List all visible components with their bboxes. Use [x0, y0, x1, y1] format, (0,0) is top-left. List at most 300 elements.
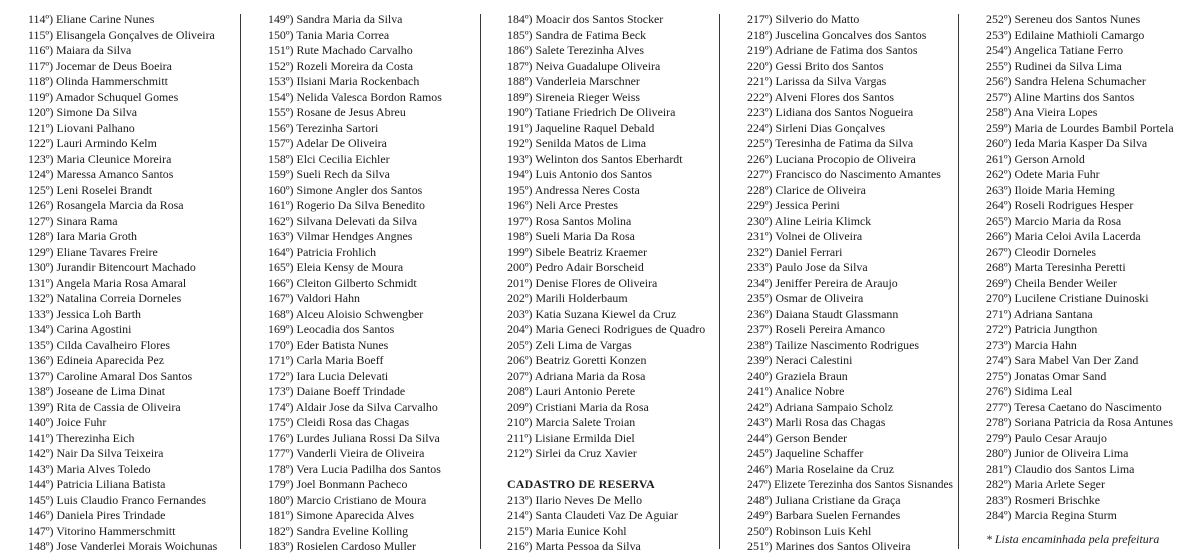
list-item-text: 230º) Aline Leiria Klimck: [747, 213, 872, 228]
list-item-text: 189º) Sireneia Rieger Weiss: [507, 89, 640, 104]
list-item: [268, 198, 476, 214]
list-item: [268, 384, 476, 400]
list-item: [986, 338, 1191, 354]
list-item: [986, 136, 1191, 152]
list-item-text: 190º) Tatiane Friedrich De Oliveira: [507, 105, 676, 119]
list-item-text: 241º) Analice Nobre: [747, 384, 845, 398]
list-item: [507, 105, 715, 121]
list-item: [747, 446, 955, 462]
list-item-text: 178º) Vera Lucia Padilha dos Santos: [268, 461, 441, 476]
list-item: [28, 260, 236, 276]
list-item-text: 233º) Paulo Jose da Silva: [747, 260, 868, 274]
list-item: [507, 152, 715, 168]
list-item-text: 213º) Ilario Neves De Mello: [507, 492, 643, 507]
list-item-text: 156º) Terezinha Sartori: [268, 120, 379, 135]
list-item-text: 123º) Maria Cleunice Moreira: [28, 151, 172, 166]
list-item: [986, 198, 1191, 214]
list-item-text: 259º) Maria de Lourdes Bambil Portela: [986, 120, 1174, 135]
list-item-text: 206º) Beatriz Goretti Konzen: [507, 353, 647, 367]
list-item-text: 168º) Alceu Aloisio Schwengber: [268, 306, 424, 321]
list-item-text: 149º) Sandra Maria da Silva: [268, 12, 403, 26]
list-item: [507, 90, 715, 106]
list-item: [28, 384, 236, 400]
list-item-text: 197º) Rosa Santos Molina: [507, 213, 632, 228]
list-item: [28, 415, 236, 431]
list-item-text: 221º) Larissa da Silva Vargas: [747, 74, 887, 88]
list-item: [507, 338, 715, 354]
list-item-text: 114º) Eliane Carine Nunes: [28, 12, 155, 26]
list-item-text: 274º) Sara Mabel Van Der Zand: [986, 353, 1139, 367]
list-item-text: 133º) Jessica Loh Barth: [28, 306, 141, 321]
list-item-text: 276º) Sidima Leal: [986, 384, 1073, 398]
list-item: [986, 446, 1191, 462]
list-item: [268, 493, 476, 509]
list-item: [747, 43, 955, 59]
list-item: [268, 539, 476, 555]
list-item: [507, 493, 715, 509]
list-item: [986, 384, 1191, 400]
list-item: [28, 400, 236, 416]
list-item-text: 237º) Roseli Pereira Amanco: [747, 322, 886, 336]
list-item-text: 202º) Marili Holderbaum: [507, 291, 628, 305]
list-item-text: 201º) Denise Flores de Oliveira: [507, 275, 658, 290]
list-item: [28, 508, 236, 524]
list-item: [507, 276, 715, 292]
list-item: [986, 415, 1191, 431]
list-item: [28, 431, 236, 447]
list-column-2: [268, 12, 476, 555]
list-item: [747, 105, 955, 121]
list-item-text: 166º) Cleiton Gilberto Schmidt: [268, 275, 417, 290]
list-item: [747, 369, 955, 385]
list-item-text: 142º) Nair Da Silva Teixeira: [28, 446, 164, 460]
list-item: [28, 446, 236, 462]
footnote: * Lista encaminhada pela prefeitura: [986, 531, 1160, 546]
list-item: [268, 121, 476, 137]
list-item-text: 130º) Jurandir Bitencourt Machado: [28, 260, 196, 274]
list-item: [507, 198, 715, 214]
list-item: [507, 136, 715, 152]
list-item: [507, 291, 715, 307]
list-item: [28, 59, 236, 75]
list-item: [747, 245, 955, 261]
list-item-text: 137º) Caroline Amaral Dos Santos: [28, 368, 193, 383]
list-item: [507, 260, 715, 276]
list-item: [747, 291, 955, 307]
list-item: [747, 12, 955, 28]
list-item-text: 257º) Aline Martins dos Santos: [986, 89, 1135, 104]
list-item-text: 196º) Neli Arce Prestes: [507, 198, 619, 212]
list-item-text: 148º) Jose Vanderlei Morais Woichunas: [28, 539, 218, 553]
list-item-text: 150º) Tania Maria Correa: [268, 27, 390, 42]
list-item: [28, 43, 236, 59]
list-item-text: 246º) Maria Roselaine da Cruz: [747, 461, 894, 476]
list-item: [28, 152, 236, 168]
list-item: [28, 524, 236, 540]
list-item: [986, 152, 1191, 168]
list-item-text: 210º) Marcia Salete Troian: [507, 415, 636, 429]
list-item-text: 140º) Joice Fuhr: [28, 415, 107, 429]
list-item: [986, 322, 1191, 338]
list-item: [28, 338, 236, 354]
list-item: [747, 353, 955, 369]
list-item: [507, 400, 715, 416]
list-item-text: 194º) Luis Antonio dos Santos: [507, 167, 653, 181]
list-item: [268, 229, 476, 245]
list-item: [507, 384, 715, 400]
list-item: [507, 245, 715, 261]
column-divider: [719, 14, 720, 549]
list-item: [28, 28, 236, 44]
list-item: [986, 291, 1191, 307]
list-item-text: 141º) Therezinha Eich: [28, 430, 135, 445]
list-item-text: 163º) Vilmar Hendges Angnes: [268, 229, 413, 243]
list-item-text: 181º) Simone Aparecida Alves: [268, 508, 415, 522]
list-item: [986, 214, 1191, 230]
list-item-text: 119º) Amador Schuquel Gomes: [28, 89, 179, 104]
list-item: [28, 121, 236, 137]
list-item: [28, 90, 236, 106]
list-item-text: 265º) Marcio Maria da Rosa: [986, 213, 1122, 228]
list-item-text: 251º) Marines dos Santos Oliveira: [747, 539, 911, 553]
list-item-text: 177º) Vanderli Vieira de Oliveira: [268, 446, 425, 460]
list-item-text: 218º) Juscelina Goncalves dos Santos: [747, 27, 927, 42]
list-item-text: 256º) Sandra Helena Schumacher: [986, 74, 1146, 88]
list-item-text: 175º) Cleidi Rosa das Chagas: [268, 415, 410, 429]
list-item: [507, 214, 715, 230]
list-item-text: 217º) Silverio do Matto: [747, 12, 860, 26]
list-item-text: 245º) Jaqueline Schaffer: [747, 446, 864, 460]
list-item: [507, 183, 715, 199]
list-item-text: 225º) Teresinha de Fatima da Silva: [747, 136, 914, 150]
spacer: [507, 462, 715, 478]
list-item: [986, 183, 1191, 199]
list-item-text: 193º) Welinton dos Santos Eberhardt: [507, 151, 683, 166]
list-item: [747, 493, 955, 509]
list-item-text: 231º) Volnei de Oliveira: [747, 229, 863, 243]
list-item: [747, 539, 955, 555]
list-item: [747, 198, 955, 214]
list-item: [986, 12, 1191, 28]
list-item: [747, 322, 955, 338]
list-item-text: 117º) Jocemar de Deus Boeira: [28, 58, 172, 73]
list-item-text: 234º) Jeniffer Pereira de Araujo: [747, 275, 898, 290]
list-item: [747, 508, 955, 524]
list-item-text: 118º) Olinda Hammerschmitt: [28, 74, 168, 88]
list-item: [986, 477, 1191, 493]
list-item: [28, 74, 236, 90]
list-item: [268, 369, 476, 385]
list-item-text: 139º) Rita de Cassia de Oliveira: [28, 399, 181, 414]
list-item-text: 132º) Natalina Correia Dorneles: [28, 291, 182, 305]
list-item: [268, 59, 476, 75]
list-item-text: 185º) Sandra de Fatima Beck: [507, 27, 647, 42]
list-item-text: 247º) Elizete Terezinha dos Santos Sisnandes: [747, 477, 953, 491]
list-item-text: 253º) Edilaine Mathioli Camargo: [986, 27, 1145, 42]
list-item-text: 283º) Rosmeri Brischke: [986, 492, 1100, 507]
list-item: [28, 477, 236, 493]
list-item-text: 228º) Clarice de Oliveira: [747, 182, 866, 197]
list-item-text: 232º) Daniel Ferrari: [747, 244, 843, 259]
list-item-text: 172º) Iara Lucia Delevati: [268, 368, 389, 383]
list-item-text: 199º) Sibele Beatriz Kraemer: [507, 244, 648, 259]
list-item-text: 159º) Sueli Rech da Silva: [268, 167, 390, 181]
list-item: [747, 90, 955, 106]
list-item-text: 236º) Daiana Staudt Glassmann: [747, 306, 899, 321]
list-item-text: 191º) Jaqueline Raquel Debald: [507, 120, 655, 135]
list-item-text: 273º) Marcia Hahn: [986, 337, 1077, 352]
list-column-5: [986, 12, 1191, 547]
list-item-text: 226º) Luciana Procopio de Oliveira: [747, 151, 916, 166]
list-item: [747, 524, 955, 540]
list-item: [747, 183, 955, 199]
list-item-text: 254º) Angelica Tatiane Ferro: [986, 43, 1124, 57]
list-item: [268, 338, 476, 354]
list-item: [268, 167, 476, 183]
list-item-text: 280º) Junior de Oliveira Lima: [986, 446, 1129, 460]
list-item: [268, 276, 476, 292]
list-item: [268, 152, 476, 168]
column-divider: [240, 14, 241, 549]
list-item: [507, 539, 715, 555]
list-item-text: 215º) Maria Eunice Kohl: [507, 523, 627, 538]
list-item: [268, 214, 476, 230]
list-item-text: 121º) Liovani Palhano: [28, 120, 135, 135]
list-item-text: 266º) Maria Celoi Avila Lacerda: [986, 229, 1141, 243]
list-item: [986, 245, 1191, 261]
list-item: [747, 152, 955, 168]
list-item: [986, 167, 1191, 183]
list-item: [986, 28, 1191, 44]
list-item-text: 182º) Sandra Eveline Kolling: [268, 523, 409, 538]
list-item-text: 220º) Gessi Brito dos Santos: [747, 58, 884, 73]
list-item: [747, 214, 955, 230]
list-column-3-main: [507, 12, 715, 462]
list-item-text: 207º) Adriana Maria da Rosa: [507, 368, 646, 383]
list-item: [28, 307, 236, 323]
list-item-text: 138º) Joseane de Lima Dinat: [28, 384, 166, 398]
list-item: [268, 183, 476, 199]
list-item-text: 227º) Francisco do Nascimento Amantes: [747, 167, 941, 181]
list-item: [747, 59, 955, 75]
list-item: [507, 167, 715, 183]
list-item: [986, 105, 1191, 121]
list-item: [986, 353, 1191, 369]
list-item-text: 204º) Maria Geneci Rodrigues de Quadro: [507, 322, 706, 336]
list-item: [507, 508, 715, 524]
list-item-text: 224º) Sirleni Dias Gonçalves: [747, 120, 886, 135]
list-item: [28, 539, 236, 555]
list-item: [986, 260, 1191, 276]
list-item: [507, 446, 715, 462]
list-item-text: 284º) Marcia Regina Sturm: [986, 508, 1117, 522]
list-item-text: 167º) Valdori Hahn: [268, 291, 360, 305]
list-item: [747, 477, 955, 493]
list-item-text: 209º) Cristiani Maria da Rosa: [507, 399, 649, 414]
list-item: [507, 43, 715, 59]
list-item-text: 147º) Vitorino Hammerschmitt: [28, 523, 176, 538]
list-item: [747, 462, 955, 478]
list-item-text: 250º) Robinson Luis Kehl: [747, 523, 872, 538]
list-item-text: 157º) Adelar De Oliveira: [268, 136, 387, 150]
list-item-text: 192º) Senilda Matos de Lima: [507, 136, 647, 150]
list-item-text: 186º) Salete Terezinha Alves: [507, 43, 645, 57]
list-item-text: 161º) Rogerio Da Silva Benedito: [268, 198, 425, 212]
list-item-text: 235º) Osmar de Oliveira: [747, 291, 864, 305]
list-item: [986, 121, 1191, 137]
list-item: [28, 276, 236, 292]
list-item-text: 211º) Lisiane Ermilda Diel: [507, 430, 635, 445]
list-column-1: [28, 12, 236, 555]
list-item-text: 229º) Jessica Perini: [747, 198, 840, 212]
list-item-text: 162º) Silvana Delevati da Silva: [268, 213, 417, 228]
list-item: [507, 353, 715, 369]
list-item: [268, 43, 476, 59]
list-item: [507, 229, 715, 245]
list-item: [268, 508, 476, 524]
list-item-text: 268º) Marta Teresinha Peretti: [986, 260, 1126, 274]
list-item-text: 146º) Daniela Pires Trindade: [28, 508, 166, 522]
list-item-text: 153º) Ilsiani Maria Rockenbach: [268, 74, 420, 88]
list-item-text: 203º) Katia Suzana Kiewel da Cruz: [507, 306, 677, 321]
list-item: [28, 12, 236, 28]
list-item: [268, 353, 476, 369]
list-item-text: 164º) Patricia Frohlich: [268, 244, 377, 259]
list-item: [268, 307, 476, 323]
list-item-text: 252º) Sereneu dos Santos Nunes: [986, 12, 1141, 26]
list-item: [268, 291, 476, 307]
list-item-text: 272º) Patricia Jungthon: [986, 322, 1098, 336]
list-column-4: [747, 12, 955, 555]
list-item-text: 144º) Patricia Liliana Batista: [28, 477, 166, 491]
list-item-text: 136º) Edineia Aparecida Pez: [28, 353, 165, 367]
list-item-text: 198º) Sueli Maria Da Rosa: [507, 229, 635, 243]
list-item: [268, 12, 476, 28]
list-item: [268, 524, 476, 540]
list-item-text: 269º) Cheila Bender Weiler: [986, 275, 1117, 290]
list-item: [28, 493, 236, 509]
list-item-text: 171º) Carla Maria Boeff: [268, 353, 384, 367]
list-item: [28, 291, 236, 307]
list-item-text: 128º) Iara Maria Groth: [28, 229, 138, 243]
list-item: [507, 369, 715, 385]
list-item: [28, 229, 236, 245]
reserve-list: [507, 493, 715, 555]
list-item: [747, 260, 955, 276]
list-item: [268, 415, 476, 431]
list-item-text: 223º) Lidiana dos Santos Nogueira: [747, 105, 914, 119]
list-item: [747, 384, 955, 400]
list-item-text: 219º) Adriane de Fatima dos Santos: [747, 43, 918, 57]
list-item-text: 151º) Rute Machado Carvalho: [268, 43, 413, 57]
list-item-text: 260º) Ieda Maria Kasper Da Silva: [986, 136, 1148, 150]
list-item-text: 216º) Marta Pessoa da Silva: [507, 539, 641, 553]
list-item-text: 195º) Andressa Neres Costa: [507, 182, 640, 197]
list-item-text: 244º) Gerson Bender: [747, 430, 848, 445]
list-item: [747, 276, 955, 292]
list-item: [28, 322, 236, 338]
list-item-text: 170º) Eder Batista Nunes: [268, 337, 389, 352]
list-item-text: 214º) Santa Claudeti Vaz De Aguiar: [507, 508, 678, 522]
list-column-3: [507, 12, 715, 555]
list-item-text: 152º) Rozeli Moreira da Costa: [268, 58, 414, 73]
list-item: [268, 431, 476, 447]
list-item-text: 174º) Aldair Jose da Silva Carvalho: [268, 399, 438, 414]
list-item-text: 116º) Maiara da Silva: [28, 43, 132, 57]
list-item-text: 124º) Maressa Amanco Santos: [28, 167, 174, 181]
list-item-text: 267º) Cleodir Dorneles: [986, 244, 1097, 259]
list-item-text: 134º) Carina Agostini: [28, 322, 132, 336]
list-item: [507, 12, 715, 28]
list-item-text: 187º) Neiva Guadalupe Oliveira: [507, 58, 661, 73]
list-item: [28, 353, 236, 369]
list-item-text: 129º) Eliane Tavares Freire: [28, 244, 158, 259]
list-item-text: 135º) Cilda Cavalheiro Flores: [28, 337, 171, 352]
list-item-text: 275º) Jonatas Omar Sand: [986, 368, 1107, 383]
list-item: [28, 245, 236, 261]
list-item: [28, 369, 236, 385]
list-item: [28, 167, 236, 183]
list-item-text: 165º) Eleia Kensy de Moura: [268, 260, 404, 274]
list-item-text: 208º) Lauri Antonio Perete: [507, 384, 636, 398]
list-item: [268, 462, 476, 478]
list-item: [747, 307, 955, 323]
list-item-text: 122º) Lauri Armindo Kelm: [28, 136, 157, 150]
list-item-text: 243º) Marli Rosa das Chagas: [747, 415, 886, 429]
list-item-text: 120º) Simone Da Silva: [28, 105, 138, 119]
list-item: [268, 260, 476, 276]
list-item-text: 155º) Rosane de Jesus Abreu: [268, 105, 406, 119]
list-item: [986, 90, 1191, 106]
list-item-text: 188º) Vanderleia Marschner: [507, 74, 640, 88]
list-item-text: 200º) Pedro Adair Borscheid: [507, 260, 644, 274]
list-item-text: 143º) Maria Alves Toledo: [28, 461, 151, 476]
list-item: [747, 338, 955, 354]
list-item: [986, 229, 1191, 245]
list-item: [507, 121, 715, 137]
list-item-text: 249º) Barbara Suelen Fernandes: [747, 508, 901, 522]
list-item: [986, 276, 1191, 292]
column-divider: [958, 14, 959, 549]
list-item: [747, 167, 955, 183]
list-item: [28, 214, 236, 230]
list-item: [507, 59, 715, 75]
list-item: [986, 307, 1191, 323]
list-item: [507, 431, 715, 447]
list-item-text: 131º) Angela Maria Rosa Amaral: [28, 275, 187, 290]
list-item-text: 222º) Alveni Flores dos Santos: [747, 89, 895, 104]
list-item-text: 239º) Neraci Calestini: [747, 353, 853, 367]
list-item-text: 271º) Adriana Santana: [986, 306, 1093, 321]
list-item: [747, 431, 955, 447]
column-divider: [480, 14, 481, 549]
list-item-text: 277º) Teresa Caetano do Nascimento: [986, 399, 1162, 414]
list-item: [986, 400, 1191, 416]
list-item-text: 261º) Gerson Arnold: [986, 151, 1085, 166]
list-item: [268, 90, 476, 106]
list-item-text: 176º) Lurdes Juliana Rossi Da Silva: [268, 430, 440, 445]
list-item-text: 279º) Paulo Cesar Araujo: [986, 430, 1107, 445]
list-item-text: 248º) Juliana Cristiane da Graça: [747, 492, 901, 507]
list-item: [28, 462, 236, 478]
list-item: [986, 59, 1191, 75]
list-item-text: 270º) Lucilene Cristiane Duinoski: [986, 291, 1149, 305]
list-item-text: 183º) Rosielen Cardoso Muller: [268, 539, 417, 553]
list-item: [986, 493, 1191, 509]
list-item-text: 160º) Simone Angler dos Santos: [268, 182, 423, 197]
list-item-text: 115º) Elisangela Gonçalves de Oliveira: [28, 27, 215, 42]
list-item-text: 205º) Zeli Lima de Vargas: [507, 337, 632, 352]
